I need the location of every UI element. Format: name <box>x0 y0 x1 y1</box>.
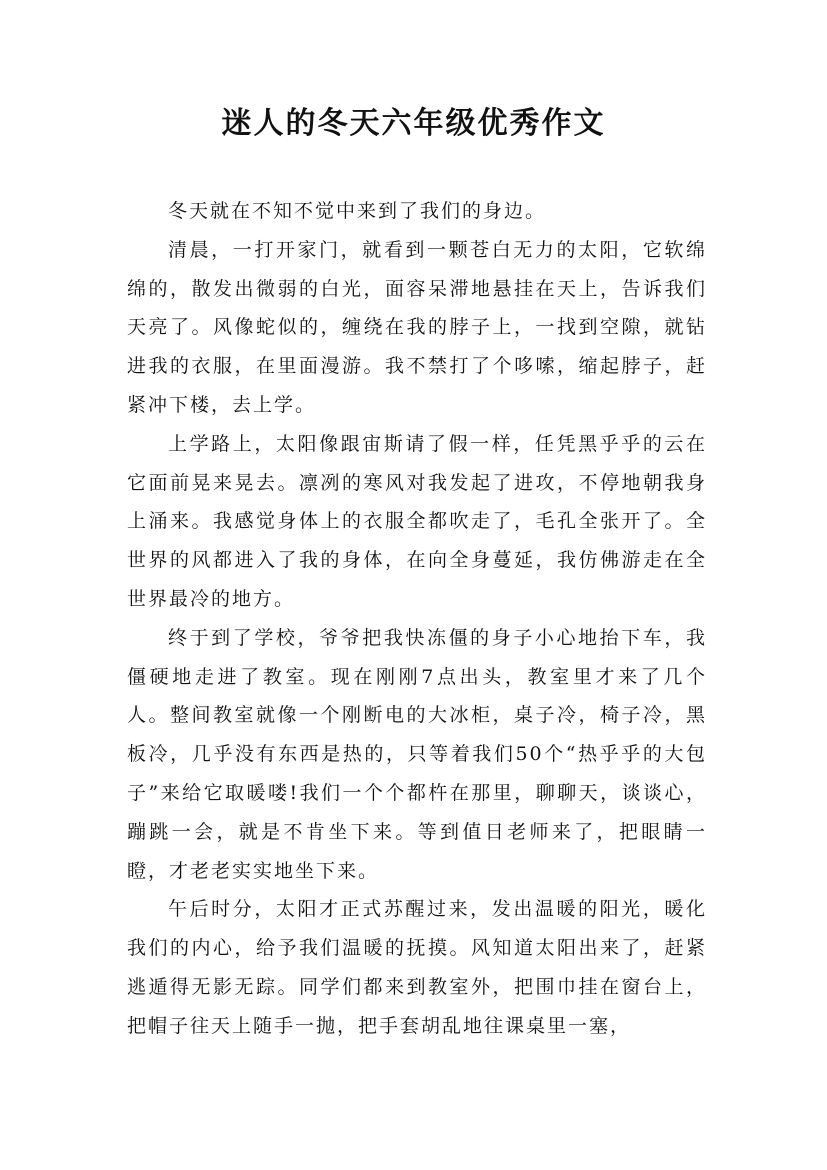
paragraph-1: 冬天就在不知不觉中来到了我们的身边。 <box>168 200 547 222</box>
document-body <box>127 192 707 1046</box>
paragraph-5: 午后时分，太阳才正式苏醒过来，发出温暖的阳光，暖化我们的内心，给予我们温暖的抚摸。风知道太阳出来了，赶紧逃遁得无影无踪。同学们都来到教室外，把围巾挂在窗台上，把帽子往天上随手一抛，把手套胡乱地往课桌里一塞， <box>127 898 707 1037</box>
document-title: 迷人的冬天六年级优秀作文 <box>221 106 606 141</box>
paragraph-4: 终于到了学校，爷爷把我快冻僵的身子小心地抬下车，我僵硬地走进了教室。现在刚刚7点出头，教室里才来了几个人。整间教室就像一个刚断电的大冰柜，桌子冷，椅子冷，黑板冷，几乎没有东西是热的，只等着我们50个“热乎乎的大包子”来给它取暖喽!我们一个个都杵在那里，聊聊天，谈谈心，蹦跳一会，就是不肯坐下来。等到值日老师来了，把眼睛一瞪，才老老实实地坐下来。 <box>127 626 707 882</box>
paragraph-2: 清晨，一打开家门，就看到一颗苍白无力的太阳，它软绵绵的，散发出微弱的白光，面容呆滞地悬挂在天上，告诉我们天亮了。风像蛇似的，缠绕在我的脖子上，一找到空隙，就钻进我的衣服，在里面漫游。我不禁打了个哆嗦，缩起脖子，赶紧冲下楼，去上学。 <box>127 238 707 416</box>
paragraph-3: 上学路上，太阳像跟宙斯请了假一样，任凭黑乎乎的云在它面前晃来晃去。凛冽的寒风对我发起了进攻，不停地朝我身上涌来。我感觉身体上的衣服全都吹走了，毛孔全张开了。全世界的风都进入了我的身体，在向全身蔓延，我仿佛游走在全世界最冷的地方。 <box>127 432 707 610</box>
